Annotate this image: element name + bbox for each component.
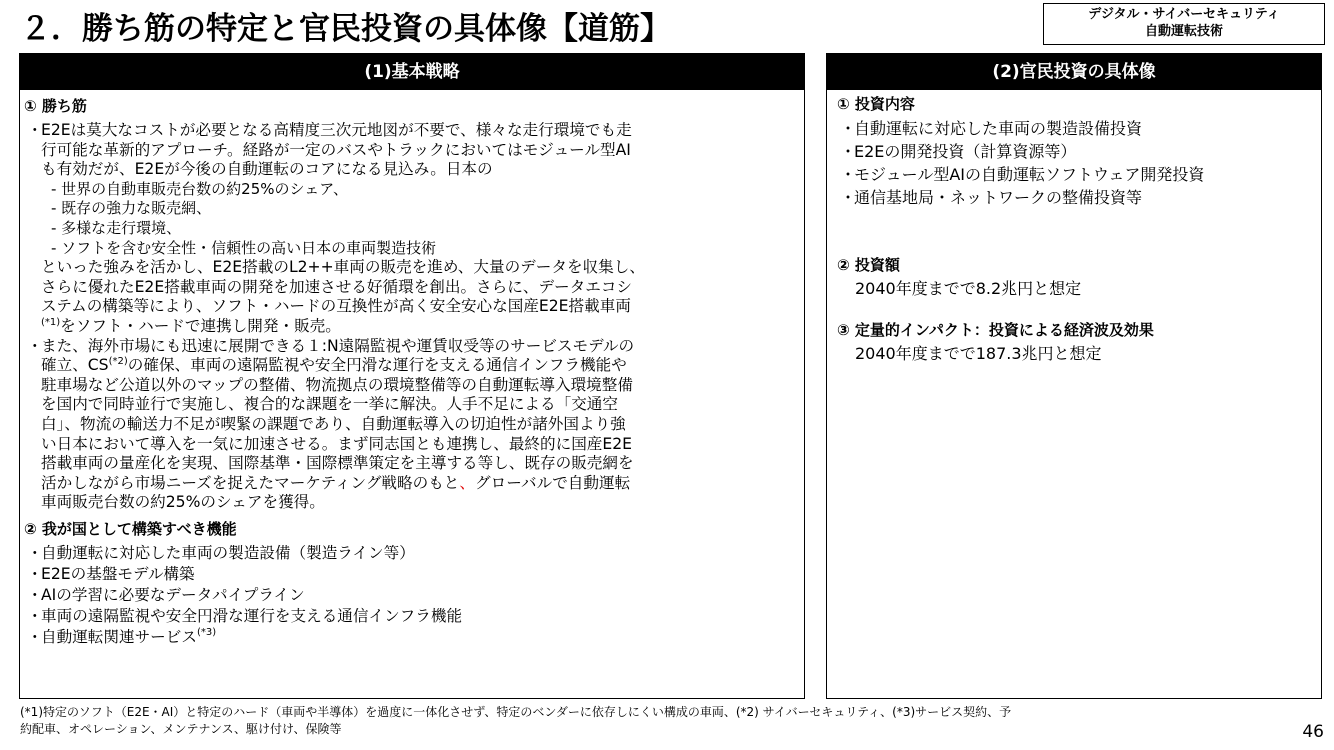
investment-header: (2)官民投資の具体像 (827, 54, 1321, 90)
function-item-text: 車両の遠隔監視や安全円滑な運行を支える通信インフラ機能 (41, 606, 463, 625)
text-span: の確保、車両の遠隔監視や安全円滑な運行を支える通信インフラ機能や (127, 356, 627, 375)
impact-heading: ③ 定量的インパクト：投資による経済波及効果 (837, 321, 1154, 339)
investment-amount-heading: ② 投資額 (837, 256, 900, 274)
text-line (41, 356, 796, 376)
text-line: 搭載車両の量産化を実現、国際基準・国際標準策定を主導する等し、既存の販売網を (41, 454, 634, 473)
winning-path-bullet-1 (24, 121, 796, 180)
category-tag-line1: デジタル・サイバーセキュリティ (1088, 7, 1280, 22)
winning-path-heading: ① 勝ち筋 (24, 97, 87, 115)
basic-strategy-panel (19, 53, 805, 699)
strength-item: - 既存の強力な販売網、 (51, 199, 212, 218)
investment-item-text: 自動運転に対応した車両の製造設備投資 (854, 119, 1143, 138)
bullet-dot: ・ (27, 564, 43, 583)
bullet-dot: ・ (27, 627, 43, 646)
footnote-line-2: 約配車、オペレーション、メンテナンス、駆け付け、保険等 (20, 722, 342, 736)
investment-content-heading: ① 投資内容 (837, 95, 915, 113)
footnote-ref-2: (*2) (108, 356, 128, 368)
bullet-dot: ・ (27, 121, 43, 139)
investment-panel (826, 53, 1322, 699)
bullet-dot: ・ (840, 165, 857, 184)
function-item-text: E2Eの基盤モデル構築 (41, 564, 195, 583)
investment-item-text: E2Eの開発投資（計算資源等） (854, 142, 1077, 161)
text-line: といった強みを活かし、E2E搭載のL2++車両の販売を進め、大量のデータを収集し、 (41, 258, 645, 277)
bullet-dot: ・ (840, 119, 857, 138)
text-line (41, 474, 796, 494)
text-span: グローバルで自動運転 (475, 473, 631, 492)
red-comma: 、 (459, 473, 475, 492)
functions-heading: ② 我が国として構築すべき機能 (24, 519, 237, 538)
strength-item: - 世界の自動車販売台数の約25%のシェア、 (51, 179, 349, 198)
text-line: ステムの構築等により、ソフト・ハードの互換性が高く安全安心な国産E2E搭載車両 (41, 297, 631, 316)
investment-item-text: モジュール型AIの自動運転ソフトウェア開発投資 (854, 165, 1205, 184)
function-item (24, 543, 796, 564)
bullet-dot: ・ (27, 543, 43, 562)
footnote (20, 704, 1310, 738)
investment-item (837, 117, 1313, 140)
text-line: 駐車場など公道以外のマップの整備、物流拠点の環境整備等の自動運転導入環境整備 (41, 375, 633, 394)
bullet-dot: ・ (27, 606, 43, 625)
text-line: 白」、物流の輸送力不足が喫緊の課題であり、自動運転導入の切迫性が諸外国より強 (41, 414, 626, 433)
category-tag (1043, 3, 1325, 45)
function-item-text: 自動運転に対応した車両の製造設備（製造ライン等） (41, 543, 415, 562)
investment-item (837, 186, 1313, 209)
basic-strategy-header: (1)基本戦略 (20, 54, 804, 90)
footnote-line-1: (*1)特定のソフト（E2E・AI）と特定のハード（車両や半導体）を過度に一体化させず、特定のベンダーに依存しにくい構成の車両、(*2) サイバーセキュリティ、(*3)サービス契約、予 (20, 705, 1012, 719)
function-item (24, 564, 796, 585)
text-line: も有効だが、E2Eが今後の自動運転のコアになる見込み。日本の (41, 160, 493, 179)
page-title: ２．勝ち筋の特定と官民投資の具体像【道筋】 (20, 11, 671, 47)
footnote-ref-3: (*3) (196, 626, 217, 638)
winning-path-bullet-2 (24, 337, 796, 513)
function-item-text: 自動運転関連サービス (41, 627, 197, 646)
strength-item: - 多様な走行環境、 (51, 218, 182, 237)
investment-item (837, 140, 1313, 163)
bullet-dot: ・ (27, 585, 43, 604)
function-item (24, 585, 796, 606)
bullet-dot: ・ (840, 142, 857, 161)
bullet-dot: ・ (27, 336, 43, 355)
text-line: また、海外市場にも迅速に展開できる１:N遠隔監視や運賃収受等のサービスモデルの (41, 336, 635, 355)
text-line: い日本において導入を一気に加速させる。まず同志国とも連携し、最終的に国産E2E (41, 434, 633, 453)
category-tag-line2: 自動運転技術 (1144, 24, 1223, 39)
text-line: E2Eは莫大なコストが必要となる高精度三次元地図が不要で、様々な走行環境でも走 (41, 121, 632, 139)
text-span: をソフト・ハードで連携し開発・販売。 (60, 316, 341, 335)
investment-amount-value: 2040年度までで8.2兆円と想定 (855, 279, 1082, 298)
bullet-dot: ・ (840, 188, 857, 207)
text-span: 確立、CS (41, 356, 109, 375)
function-item-text: AIの学習に必要なデータパイプライン (41, 585, 305, 604)
strength-item: - ソフトを含む安全性・信頼性の高い日本の車両製造技術 (51, 238, 437, 257)
text-span: 活かしながら市場ニーズを捉えたマーケティング戦略のもと (41, 473, 460, 492)
page-number: 46 (1302, 722, 1324, 742)
impact-value: 2040年度までで187.3兆円と想定 (855, 344, 1102, 363)
text-line: 行可能な革新的アプローチ。経路が一定のバスやトラックにおいてはモジュール型AI (41, 140, 631, 159)
text-line: 車両販売台数の約25%のシェアを獲得。 (41, 493, 325, 512)
text-line: さらに優れたE2E搭載車両の開発を加速させる好循環を創出。さらに、データエコシ (41, 277, 633, 296)
winning-path-bullet-1-continued (24, 258, 796, 336)
investment-item-text: 通信基地局・ネットワークの整備投資等 (854, 188, 1143, 207)
text-line: を国内で同時並行で実施し、複合的な課題を一挙に解決。人手不足による「交通空 (41, 395, 618, 414)
footnote-ref-1: (*1) (41, 316, 61, 328)
function-item (24, 606, 796, 627)
text-line (41, 317, 796, 337)
investment-item (837, 163, 1313, 186)
function-item (24, 627, 796, 648)
